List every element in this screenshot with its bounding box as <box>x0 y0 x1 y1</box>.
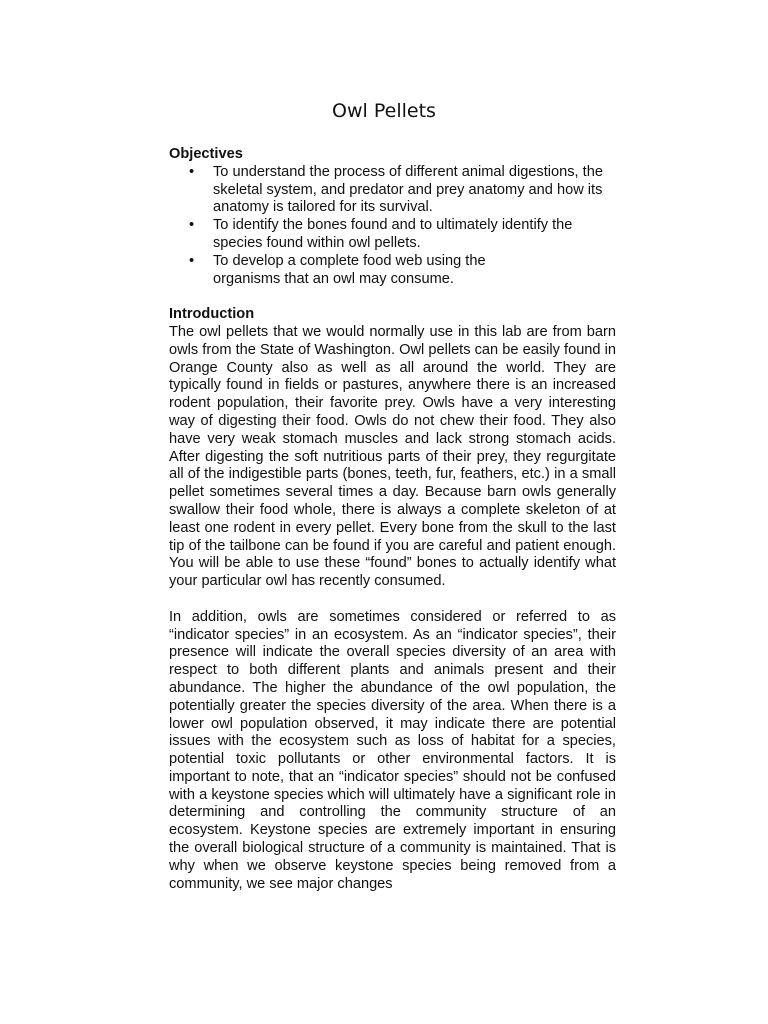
objective-item <box>169 217 593 253</box>
section-spacer <box>169 288 616 306</box>
document-body <box>169 146 616 893</box>
introduction-paragraph-1: The owl pellets that we would normally use in this lab are from barn owls from the State of Washington. Owl pellets can be easily found in Orange County also as well as all around the world. They are typically found in fields or pastures, anywhere there is an increased rodent population, their favorite prey. Owls have a very interesting way of digesting their food. Owls do not chew their food. They also have very weak stomach muscles and lack strong stomach acids. After digesting the soft nutritious parts of their prey, they regurgitate all of the indigestible parts (bones, teeth, fur, feathers, etc.) in a small pellet sometimes several times a day. Because barn owls generally swallow their food whole, there is always a complete skeleton of at least one rodent in every pellet. Every bone from the skull to the last tip of the tailbone can be found if you are careful and patient enough. You will be able to use these “found” bones to actually identify what your particular owl has recently consumed. <box>169 323 616 590</box>
bullet-icon: • <box>189 163 195 180</box>
bullet-icon: • <box>189 217 195 234</box>
document-title: Owl Pellets <box>332 100 436 122</box>
introduction-heading: Introduction <box>169 306 255 323</box>
objective-item <box>169 253 513 289</box>
objective-item <box>169 164 603 217</box>
paragraph-spacer <box>169 591 616 609</box>
objectives-heading: Objectives <box>169 146 243 162</box>
introduction-paragraph-2: In addition, owls are sometimes considered or referred to as “indicator species” in an ecosystem. As an “indicator species”, their presence will indicate the overall species diversity of an area with respect to both different plants and animals present and their abundance. The higher the abundance of the owl population, the potentially greater the species diversity of the area. When there is a lower owl population observed, it may indicate there are potential issues with the ecosystem such as loss of habitat for a species, potential toxic pollutants or other environmental factors. It is important to note, that an “indicator species” should not be confused with a keystone species which will ultimately have a significant role in determining and controlling the community structure of an ecosystem. Keystone species are extremely important in ensuring the overall biological structure of a community is maintained. That is why when we observe keystone species being removed from a community, we see major changes <box>169 608 616 892</box>
bullet-icon: • <box>189 252 195 269</box>
objective-text: To understand the process of different animal digestions, the skeletal system, and predator and prey anatomy and how its anatomy is tailored for its survival. <box>213 163 603 216</box>
objective-text: To develop a complete food web using the organisms that an owl may consume. <box>213 252 486 287</box>
objectives-list <box>169 164 616 289</box>
objective-text: To identify the bones found and to ultimately identify the species found within owl pellets. <box>213 217 573 251</box>
